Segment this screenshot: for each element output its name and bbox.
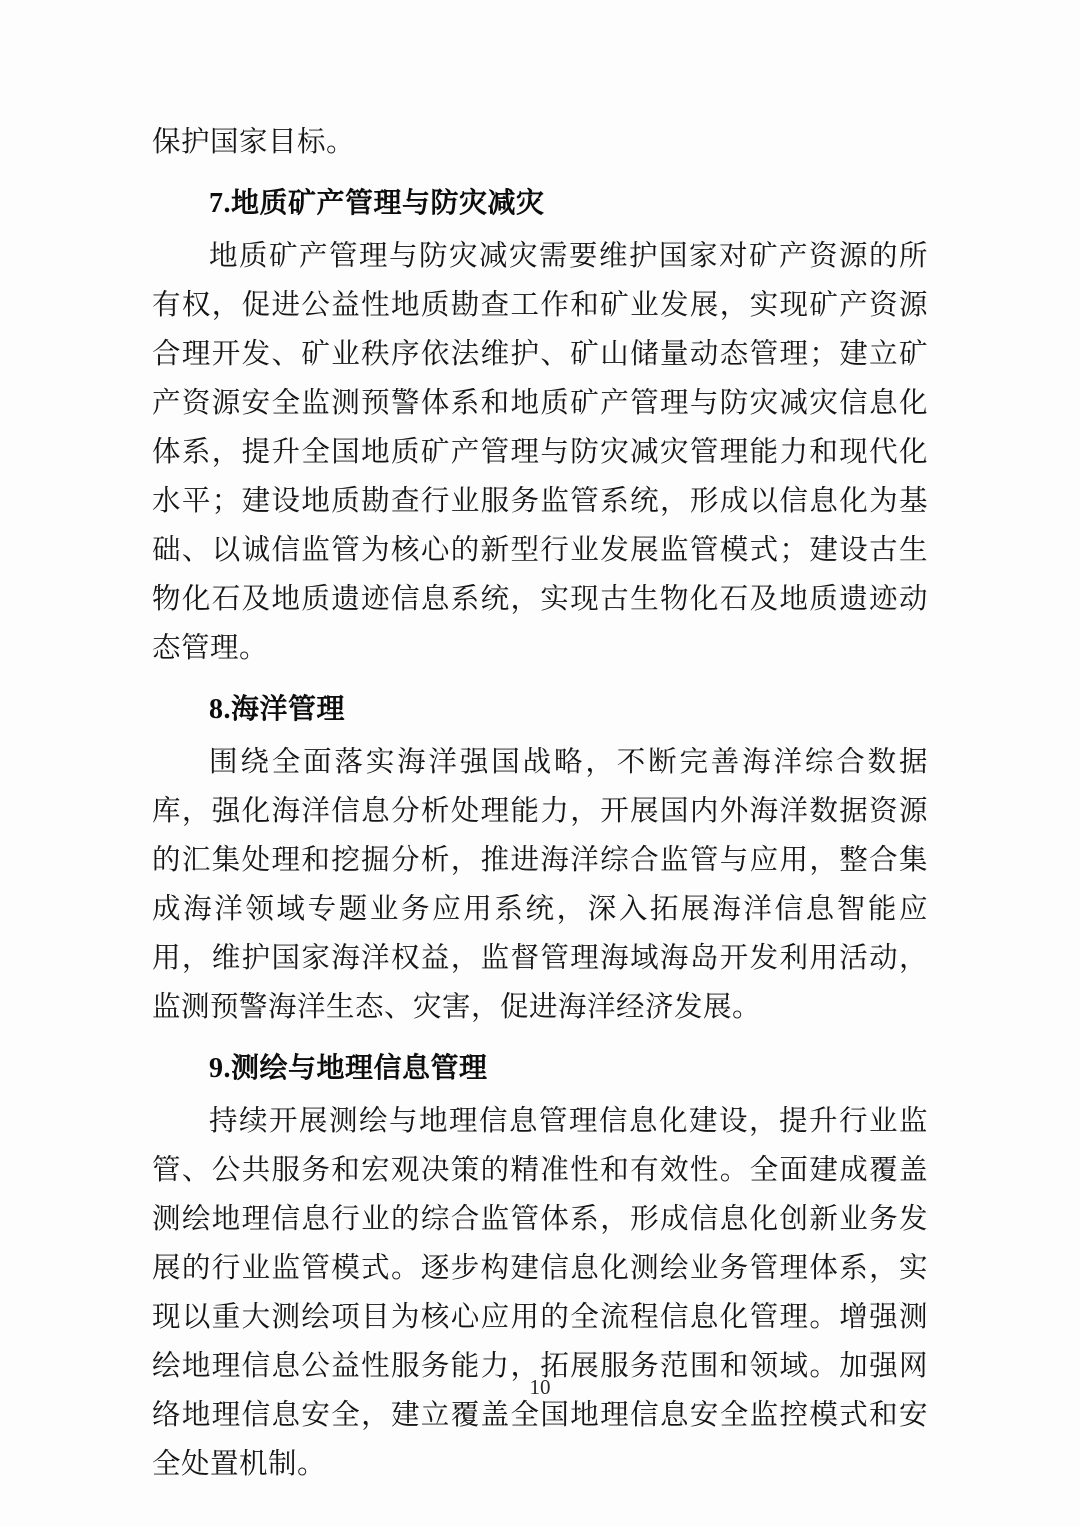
section-paragraph-ocean: 围绕全面落实海洋强国战略，不断完善海洋综合数据库，强化海洋信息分析处理能力，开展国内外海洋数据资源的汇集处理和挖掘分析，推进海洋综合监管与应用，整合集成海洋领域专题业务应用系统，深入拓展海洋信息智能应用，维护国家海洋权益，监督管理海域海岛开发利用活动，监测预警海洋生态、灾害，促进海洋经济发展。 <box>152 747 928 1023</box>
section-heading-surveying: 9.测绘与地理信息管理 <box>209 1053 488 1084</box>
section-paragraph-geology: 地质矿产管理与防灾减灾需要维护国家对矿产资源的所有权，促进公益性地质勘查工作和矿业发展，实现矿产资源合理开发、矿业秩序依法维护、矿山储量动态管理；建立矿产资源安全监测预警体系和地质矿产管理与防灾减灾信息化体系，提升全国地质矿产管理与防灾减灾管理能力和现代化水平；建设地质勘查行业服务监管系统，形成以信息化为基础、以诚信监管为核心的新型行业发展监管模式；建设古生物化石及地质遗迹信息系统，实现古生物化石及地质遗迹动态管理。 <box>152 241 928 664</box>
paragraph-continuation: 保护国家目标。 <box>152 127 356 158</box>
page-content <box>152 118 928 1499</box>
section-surveying-block <box>152 1044 928 1489</box>
section-paragraph-surveying: 持续开展测绘与地理信息管理信息化建设，提升行业监管、公共服务和宏观决策的精准性和有效性。全面建成覆盖测绘地理信息行业的综合监管体系，形成信息化创新业务发展的行业监管模式。逐步构建信息化测绘业务管理体系，实现以重大测绘项目为核心应用的全流程信息化管理。增强测绘地理信息公益性服务能力，拓展服务范围和领域。加强网络地理信息安全，建立覆盖全国地理信息安全监控模式和安全处置机制。 <box>152 1106 928 1480</box>
section-geology-block <box>152 179 928 673</box>
section-heading-ocean: 8.海洋管理 <box>209 694 346 725</box>
section-heading-geology: 7.地质矿产管理与防灾减灾 <box>209 188 545 219</box>
paragraph-continuation-block <box>152 118 928 167</box>
section-ocean-block <box>152 685 928 1032</box>
page-number: 10 <box>529 1375 551 1399</box>
